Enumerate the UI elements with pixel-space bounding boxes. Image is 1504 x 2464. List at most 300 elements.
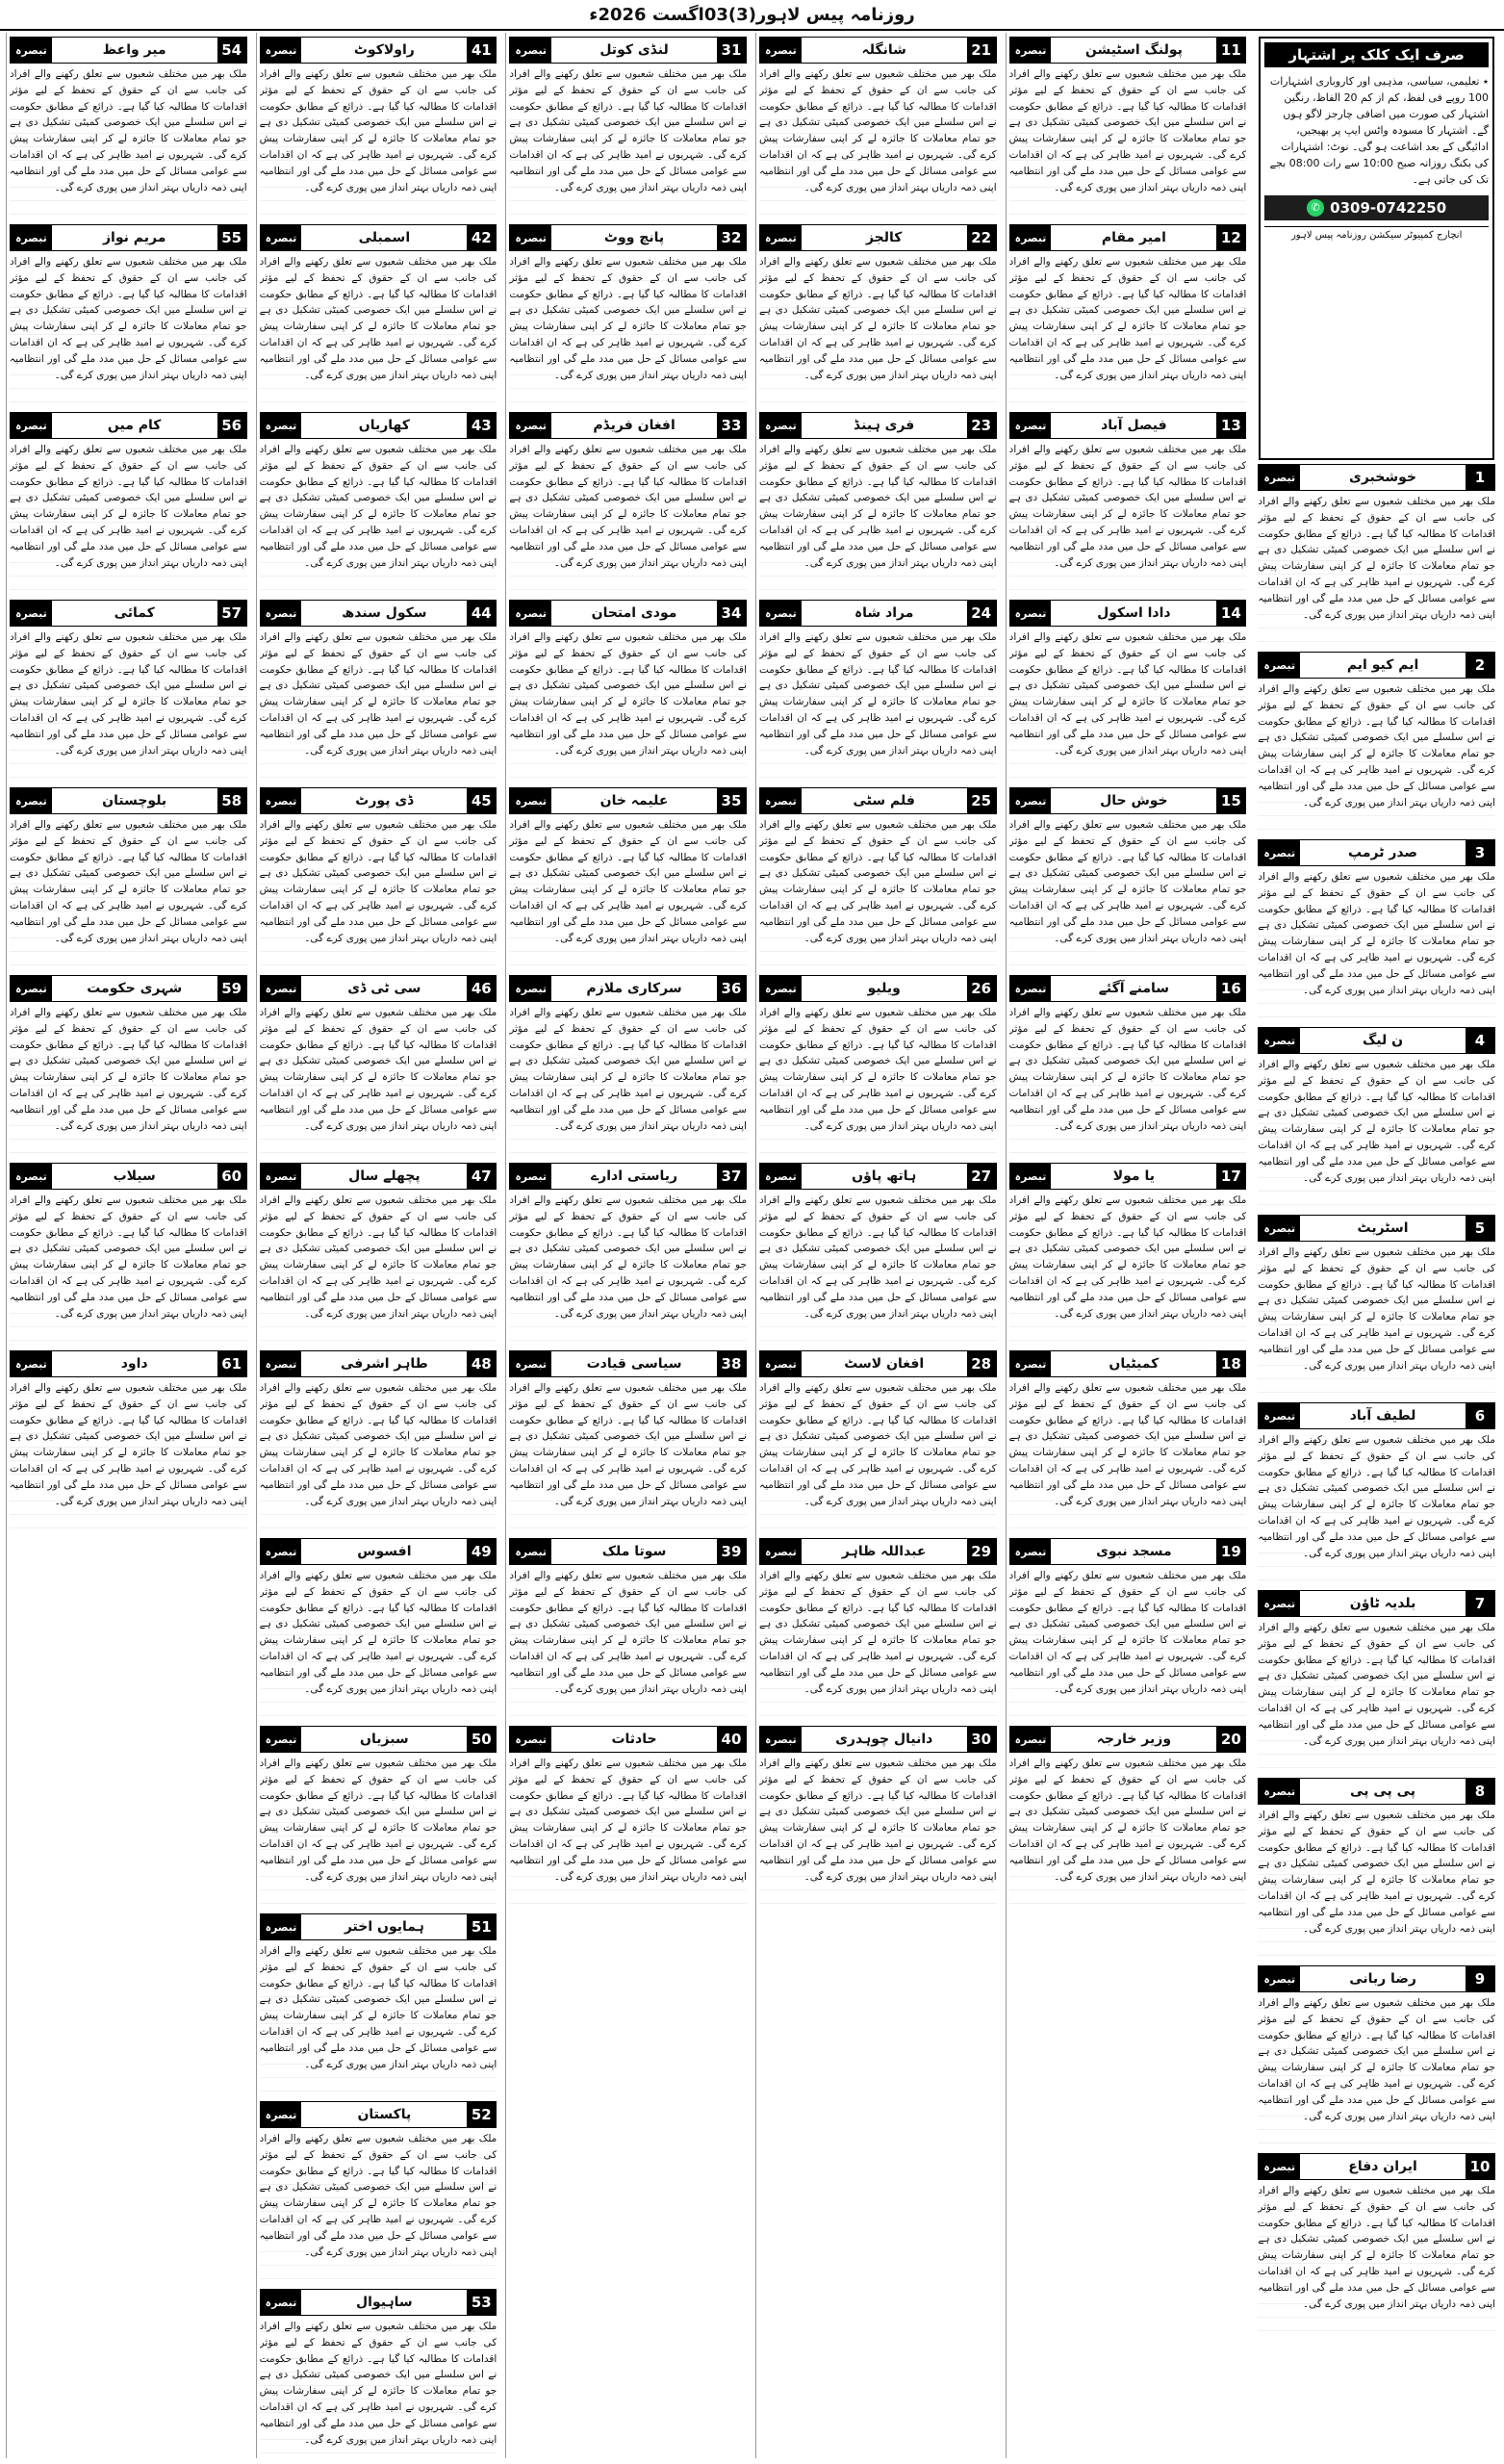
news-item-body: ملک بھر میں مختلف شعبوں سے تعلق رکھنے والے افراد کی جانب سے ان کے حقوق کے تحفظ کے لیے مؤثر اقدامات کا مطالبہ کیا گیا ہے۔ ذرائع کے مطابق حکومت نے اس سلسلے میں ایک خصوصی کمیٹی تشکیل دی ہے جو تمام معاملات کا جائزہ لے کر اپنی سفارشات پیش کرے گی۔ شہریوں نے امید ظاہر کی ہے کہ ان اقدامات سے عوامی مسائل کے حل میں مدد ملے گی اور انتظامیہ اپنی ذمہ داریاں بہتر انداز میں پوری کرے گی۔ bbox=[1258, 1620, 1495, 1772]
news-item bbox=[509, 412, 747, 594]
news-item-number: 53 bbox=[467, 2290, 496, 2315]
news-item-header bbox=[509, 224, 747, 251]
news-item-header bbox=[1009, 1350, 1247, 1377]
news-item-number: 57 bbox=[217, 601, 246, 626]
news-item-body: ملک بھر میں مختلف شعبوں سے تعلق رکھنے والے افراد کی جانب سے ان کے حقوق کے تحفظ کے لیے مؤثر اقدامات کا مطالبہ کیا گیا ہے۔ ذرائع کے مطابق حکومت نے اس سلسلے میں ایک خصوصی کمیٹی تشکیل دی ہے جو تمام معاملات کا جائزہ لے کر اپنی سفارشات پیش کرے گی۔ شہریوں نے امید ظاہر کی ہے کہ ان اقدامات سے عوامی مسائل کے حل میں مدد ملے گی اور انتظامیہ اپنی ذمہ داریاں بہتر انداز میں پوری کرے گی۔ bbox=[1258, 1995, 1495, 2147]
news-item-header bbox=[1258, 1215, 1495, 1242]
news-item-body: ملک بھر میں مختلف شعبوں سے تعلق رکھنے والے افراد کی جانب سے ان کے حقوق کے تحفظ کے لیے مؤثر اقدامات کا مطالبہ کیا گیا ہے۔ ذرائع کے مطابق حکومت نے اس سلسلے میں ایک خصوصی کمیٹی تشکیل دی ہے جو تمام معاملات کا جائزہ لے کر اپنی سفارشات پیش کرے گی۔ شہریوں نے امید ظاہر کی ہے کہ ان اقدامات سے عوامی مسائل کے حل میں مدد ملے گی اور انتظامیہ اپنی ذمہ داریاں بہتر انداز میں پوری کرے گی۔ bbox=[1258, 1432, 1495, 1584]
promo-box bbox=[1259, 37, 1494, 460]
news-item-tag: تبصرہ bbox=[11, 38, 52, 63]
news-item-body: ملک بھر میں مختلف شعبوں سے تعلق رکھنے والے افراد کی جانب سے ان کے حقوق کے تحفظ کے لیے مؤثر اقدامات کا مطالبہ کیا گیا ہے۔ ذرائع کے مطابق حکومت نے اس سلسلے میں ایک خصوصی کمیٹی تشکیل دی ہے جو تمام معاملات کا جائزہ لے کر اپنی سفارشات پیش کرے گی۔ شہریوں نے امید ظاہر کی ہے کہ ان اقدامات سے عوامی مسائل کے حل میں مدد ملے گی اور انتظامیہ اپنی ذمہ داریاں بہتر انداز میں پوری کرے گی۔ bbox=[759, 1756, 997, 1908]
news-item-number: 2 bbox=[1466, 653, 1494, 678]
news-item bbox=[260, 1538, 497, 1720]
promo-text: ٭ تعلیمی، سیاسی، مذہبی اور کاروباری اشتہارات 100 روپے فی لفظ، کم از کم 20 الفاظ، رنگین اشتہار کی صورت میں اضافی چارجز لاگو ہوں گے۔ اشتہار کا مسودہ واٹس ایپ پر بھیجیں، ادائیگی کے بعد اشاعت ہو گی۔ نوٹ: اشتہارات کی بکنگ روزانہ صبح 10:00 سے رات 08:00 بجے تک کی جاتی ہے۔ bbox=[1269, 75, 1489, 187]
news-item bbox=[10, 1350, 247, 1532]
column-2 bbox=[1006, 33, 1250, 2458]
news-item-header bbox=[10, 1350, 247, 1377]
news-item-number: 25 bbox=[967, 788, 996, 813]
news-item-number: 14 bbox=[1216, 601, 1245, 626]
news-item-number: 32 bbox=[717, 225, 746, 250]
news-item bbox=[1009, 600, 1247, 782]
news-item-title: صدر ٹرمپ bbox=[1348, 845, 1418, 860]
news-item-number: 5 bbox=[1466, 1216, 1494, 1241]
news-item bbox=[260, 2289, 497, 2458]
news-item-title: ساہیوال bbox=[356, 2295, 413, 2310]
news-item-number: 9 bbox=[1466, 1966, 1494, 1991]
news-item-header bbox=[509, 1726, 747, 1753]
news-item-title: ریاستی ادارے bbox=[590, 1168, 678, 1184]
promo-phone-row[interactable] bbox=[1264, 195, 1489, 220]
news-item-number: 31 bbox=[717, 38, 746, 63]
news-item-number: 6 bbox=[1466, 1403, 1494, 1428]
news-item-title: پاکستان bbox=[357, 2107, 412, 2122]
news-item-number: 23 bbox=[967, 413, 996, 438]
news-item-header bbox=[1258, 1590, 1495, 1617]
news-item-title: ایم کیو ایم bbox=[1346, 657, 1419, 673]
news-item-header bbox=[1009, 1538, 1247, 1565]
news-item bbox=[759, 412, 997, 594]
news-item-body: ملک بھر میں مختلف شعبوں سے تعلق رکھنے والے افراد کی جانب سے ان کے حقوق کے تحفظ کے لیے مؤثر اقدامات کا مطالبہ کیا گیا ہے۔ ذرائع کے مطابق حکومت نے اس سلسلے میں ایک خصوصی کمیٹی تشکیل دی ہے جو تمام معاملات کا جائزہ لے کر اپنی سفارشات پیش کرے گی۔ شہریوں نے امید ظاہر کی ہے کہ ان اقدامات سے عوامی مسائل کے حل میں مدد ملے گی اور انتظامیہ اپنی ذمہ داریاں بہتر انداز میں پوری کرے گی۔ bbox=[509, 442, 747, 594]
news-item-header bbox=[1009, 787, 1247, 814]
news-item-header bbox=[509, 787, 747, 814]
news-item-body: ملک بھر میں مختلف شعبوں سے تعلق رکھنے والے افراد کی جانب سے ان کے حقوق کے تحفظ کے لیے مؤثر اقدامات کا مطالبہ کیا گیا ہے۔ ذرائع کے مطابق حکومت نے اس سلسلے میں ایک خصوصی کمیٹی تشکیل دی ہے جو تمام معاملات کا جائزہ لے کر اپنی سفارشات پیش کرے گی۔ شہریوں نے امید ظاہر کی ہے کہ ان اقدامات سے عوامی مسائل کے حل میں مدد ملے گی اور انتظامیہ اپنی ذمہ داریاں بہتر انداز میں پوری کرے گی۔ bbox=[260, 1193, 497, 1345]
news-item-number: 46 bbox=[467, 976, 496, 1001]
news-item bbox=[1258, 1778, 1495, 1960]
news-item-number: 43 bbox=[467, 413, 496, 438]
news-item bbox=[1009, 412, 1247, 594]
news-item-title: ڈی پورٹ bbox=[355, 793, 414, 808]
column-3 bbox=[755, 33, 1000, 2458]
news-item-body: ملک بھر میں مختلف شعبوں سے تعلق رکھنے والے افراد کی جانب سے ان کے حقوق کے تحفظ کے لیے مؤثر اقدامات کا مطالبہ کیا گیا ہے۔ ذرائع کے مطابق حکومت نے اس سلسلے میں ایک خصوصی کمیٹی تشکیل دی ہے جو تمام معاملات کا جائزہ لے کر اپنی سفارشات پیش کرے گی۔ شہریوں نے امید ظاہر کی ہے کہ ان اقدامات سے عوامی مسائل کے حل میں مدد ملے گی اور انتظامیہ اپنی ذمہ داریاں بہتر انداز میں پوری کرے گی۔ bbox=[1258, 681, 1495, 834]
news-item-number: 36 bbox=[717, 976, 746, 1001]
news-item bbox=[509, 1350, 747, 1532]
news-item bbox=[1009, 1726, 1247, 1908]
news-item-title: مراد شاہ bbox=[854, 605, 914, 621]
news-item-title: مودی امتحان bbox=[591, 605, 677, 621]
news-item-title: حادثات bbox=[611, 1732, 657, 1747]
news-item-title: دانیال چوہدری bbox=[835, 1732, 933, 1747]
news-item-tag: تبصرہ bbox=[1259, 840, 1300, 865]
news-item-number: 12 bbox=[1216, 225, 1245, 250]
news-item-header bbox=[1258, 1778, 1495, 1805]
news-item-title: راولاکوٹ bbox=[353, 42, 415, 58]
news-item bbox=[10, 37, 247, 218]
news-item-number: 17 bbox=[1216, 1164, 1245, 1189]
news-item bbox=[260, 1913, 497, 2095]
news-item-title: سبزیاں bbox=[360, 1732, 409, 1747]
news-item-body: ملک بھر میں مختلف شعبوں سے تعلق رکھنے والے افراد کی جانب سے ان کے حقوق کے تحفظ کے لیے مؤثر اقدامات کا مطالبہ کیا گیا ہے۔ ذرائع کے مطابق حکومت نے اس سلسلے میں ایک خصوصی کمیٹی تشکیل دی ہے جو تمام معاملات کا جائزہ لے کر اپنی سفارشات پیش کرے گی۔ شہریوں نے امید ظاہر کی ہے کہ ان اقدامات سے عوامی مسائل کے حل میں مدد ملے گی اور انتظامیہ اپنی ذمہ داریاں بہتر انداز میں پوری کرے گی۔ bbox=[1258, 869, 1495, 1021]
news-item bbox=[759, 1726, 997, 1908]
news-item-tag: تبصرہ bbox=[510, 788, 551, 813]
news-item bbox=[260, 600, 497, 782]
news-item-body: ملک بھر میں مختلف شعبوں سے تعلق رکھنے والے افراد کی جانب سے ان کے حقوق کے تحفظ کے لیے مؤثر اقدامات کا مطالبہ کیا گیا ہے۔ ذرائع کے مطابق حکومت نے اس سلسلے میں ایک خصوصی کمیٹی تشکیل دی ہے جو تمام معاملات کا جائزہ لے کر اپنی سفارشات پیش کرے گی۔ شہریوں نے امید ظاہر کی ہے کہ ان اقدامات سے عوامی مسائل کے حل میں مدد ملے گی اور انتظامیہ اپنی ذمہ داریاں بہتر انداز میں پوری کرے گی۔ bbox=[260, 1756, 497, 1908]
news-item-title: لنڈی کوتل bbox=[599, 42, 669, 58]
news-item bbox=[509, 224, 747, 406]
news-item-tag: تبصرہ bbox=[510, 1164, 551, 1189]
news-item-header bbox=[260, 975, 497, 1002]
news-item-title: شانگلہ bbox=[861, 42, 906, 58]
news-item-header bbox=[1258, 652, 1495, 679]
news-item-header bbox=[759, 37, 997, 64]
news-item-header bbox=[759, 1163, 997, 1190]
news-item bbox=[1258, 464, 1495, 646]
news-item-body: ملک بھر میں مختلف شعبوں سے تعلق رکھنے والے افراد کی جانب سے ان کے حقوق کے تحفظ کے لیے مؤثر اقدامات کا مطالبہ کیا گیا ہے۔ ذرائع کے مطابق حکومت نے اس سلسلے میں ایک خصوصی کمیٹی تشکیل دی ہے جو تمام معاملات کا جائزہ لے کر اپنی سفارشات پیش کرے گی۔ شہریوں نے امید ظاہر کی ہے کہ ان اقدامات سے عوامی مسائل کے حل میں مدد ملے گی اور انتظامیہ اپنی ذمہ داریاں بہتر انداز میں پوری کرے گی۔ bbox=[1258, 1245, 1495, 1397]
news-item-tag: تبصرہ bbox=[261, 976, 302, 1001]
news-item bbox=[509, 975, 747, 1157]
news-item-body: ملک بھر میں مختلف شعبوں سے تعلق رکھنے والے افراد کی جانب سے ان کے حقوق کے تحفظ کے لیے مؤثر اقدامات کا مطالبہ کیا گیا ہے۔ ذرائع کے مطابق حکومت نے اس سلسلے میں ایک خصوصی کمیٹی تشکیل دی ہے جو تمام معاملات کا جائزہ لے کر اپنی سفارشات پیش کرے گی۔ شہریوں نے امید ظاہر کی ہے کہ ان اقدامات سے عوامی مسائل کے حل میں مدد ملے گی اور انتظامیہ اپنی ذمہ داریاں بہتر انداز میں پوری کرے گی۔ bbox=[10, 817, 247, 969]
news-item-number: 27 bbox=[967, 1164, 996, 1189]
news-item-header bbox=[1009, 1726, 1247, 1753]
news-item-body: ملک بھر میں مختلف شعبوں سے تعلق رکھنے والے افراد کی جانب سے ان کے حقوق کے تحفظ کے لیے مؤثر اقدامات کا مطالبہ کیا گیا ہے۔ ذرائع کے مطابق حکومت نے اس سلسلے میں ایک خصوصی کمیٹی تشکیل دی ہے جو تمام معاملات کا جائزہ لے کر اپنی سفارشات پیش کرے گی۔ شہریوں نے امید ظاہر کی ہے کہ ان اقدامات سے عوامی مسائل کے حل میں مدد ملے گی اور انتظامیہ اپنی ذمہ داریاں بہتر انداز میں پوری کرے گی۔ bbox=[260, 442, 497, 594]
news-item bbox=[1258, 1215, 1495, 1397]
news-item-header bbox=[1009, 1163, 1247, 1190]
news-item-title: داود bbox=[120, 1356, 148, 1372]
news-item-header bbox=[260, 787, 497, 814]
news-item-tag: تبصرہ bbox=[261, 1727, 302, 1752]
news-item-title: پولنگ اسٹیشن bbox=[1084, 42, 1183, 58]
news-item-body: ملک بھر میں مختلف شعبوں سے تعلق رکھنے والے افراد کی جانب سے ان کے حقوق کے تحفظ کے لیے مؤثر اقدامات کا مطالبہ کیا گیا ہے۔ ذرائع کے مطابق حکومت نے اس سلسلے میں ایک خصوصی کمیٹی تشکیل دی ہے جو تمام معاملات کا جائزہ لے کر اپنی سفارشات پیش کرے گی۔ شہریوں نے امید ظاہر کی ہے کہ ان اقدامات سے عوامی مسائل کے حل میں مدد ملے گی اور انتظامیہ اپنی ذمہ داریاں بہتر انداز میں پوری کرے گی۔ bbox=[1009, 1756, 1247, 1908]
news-item-body: ملک بھر میں مختلف شعبوں سے تعلق رکھنے والے افراد کی جانب سے ان کے حقوق کے تحفظ کے لیے مؤثر اقدامات کا مطالبہ کیا گیا ہے۔ ذرائع کے مطابق حکومت نے اس سلسلے میں ایک خصوصی کمیٹی تشکیل دی ہے جو تمام معاملات کا جائزہ لے کر اپنی سفارشات پیش کرے گی۔ شہریوں نے امید ظاہر کی ہے کہ ان اقدامات سے عوامی مسائل کے حل میں مدد ملے گی اور انتظامیہ اپنی ذمہ داریاں بہتر انداز میں پوری کرے گی۔ bbox=[509, 1005, 747, 1157]
news-item-header bbox=[260, 1350, 497, 1377]
news-item-tag: تبصرہ bbox=[1259, 1028, 1300, 1053]
news-item-title: امیر مقام bbox=[1101, 230, 1166, 245]
news-item-number: 39 bbox=[717, 1539, 746, 1564]
news-item-number: 47 bbox=[467, 1164, 496, 1189]
news-item-tag: تبصرہ bbox=[1010, 976, 1052, 1001]
news-item-header bbox=[260, 412, 497, 439]
news-item-title: ہمایوں اختر bbox=[344, 1919, 424, 1935]
news-item-header bbox=[509, 1350, 747, 1377]
news-item-title: پچھلے سال bbox=[348, 1168, 421, 1184]
news-item-body: ملک بھر میں مختلف شعبوں سے تعلق رکھنے والے افراد کی جانب سے ان کے حقوق کے تحفظ کے لیے مؤثر اقدامات کا مطالبہ کیا گیا ہے۔ ذرائع کے مطابق حکومت نے اس سلسلے میں ایک خصوصی کمیٹی تشکیل دی ہے جو تمام معاملات کا جائزہ لے کر اپنی سفارشات پیش کرے گی۔ شہریوں نے امید ظاہر کی ہے کہ ان اقدامات سے عوامی مسائل کے حل میں مدد ملے گی اور انتظامیہ اپنی ذمہ داریاں بہتر انداز میں پوری کرے گی۔ bbox=[1258, 2183, 1495, 2335]
news-item-body: ملک بھر میں مختلف شعبوں سے تعلق رکھنے والے افراد کی جانب سے ان کے حقوق کے تحفظ کے لیے مؤثر اقدامات کا مطالبہ کیا گیا ہے۔ ذرائع کے مطابق حکومت نے اس سلسلے میں ایک خصوصی کمیٹی تشکیل دی ہے جو تمام معاملات کا جائزہ لے کر اپنی سفارشات پیش کرے گی۔ شہریوں نے امید ظاہر کی ہے کہ ان اقدامات سے عوامی مسائل کے حل میں مدد ملے گی اور انتظامیہ اپنی ذمہ داریاں بہتر انداز میں پوری کرے گی۔ bbox=[260, 66, 497, 218]
news-item bbox=[10, 787, 247, 969]
news-item-title: سامنے آگئے bbox=[1098, 981, 1170, 996]
news-item bbox=[1009, 1538, 1247, 1720]
news-item-header bbox=[1258, 839, 1495, 866]
newspaper-masthead bbox=[0, 0, 1504, 31]
news-item-header bbox=[260, 1726, 497, 1753]
news-item-header bbox=[759, 975, 997, 1002]
news-item-header bbox=[260, 2101, 497, 2128]
news-item-number: 4 bbox=[1466, 1028, 1494, 1053]
news-item bbox=[10, 412, 247, 594]
news-item-body: ملک بھر میں مختلف شعبوں سے تعلق رکھنے والے افراد کی جانب سے ان کے حقوق کے تحفظ کے لیے مؤثر اقدامات کا مطالبہ کیا گیا ہے۔ ذرائع کے مطابق حکومت نے اس سلسلے میں ایک خصوصی کمیٹی تشکیل دی ہے جو تمام معاملات کا جائزہ لے کر اپنی سفارشات پیش کرے گی۔ شہریوں نے امید ظاہر کی ہے کہ ان اقدامات سے عوامی مسائل کے حل میں مدد ملے گی اور انتظامیہ اپنی ذمہ داریاں بہتر انداز میں پوری کرے گی۔ bbox=[509, 1193, 747, 1345]
news-item-tag: تبصرہ bbox=[11, 1164, 52, 1189]
news-item-title: افغان فریڈم bbox=[593, 418, 676, 433]
news-item-body: ملک بھر میں مختلف شعبوں سے تعلق رکھنے والے افراد کی جانب سے ان کے حقوق کے تحفظ کے لیے مؤثر اقدامات کا مطالبہ کیا گیا ہے۔ ذرائع کے مطابق حکومت نے اس سلسلے میں ایک خصوصی کمیٹی تشکیل دی ہے جو تمام معاملات کا جائزہ لے کر اپنی سفارشات پیش کرے گی۔ شہریوں نے امید ظاہر کی ہے کہ ان اقدامات سے عوامی مسائل کے حل میں مدد ملے گی اور انتظامیہ اپنی ذمہ داریاں بہتر انداز میں پوری کرے گی۔ bbox=[1009, 1568, 1247, 1720]
news-item-body: ملک بھر میں مختلف شعبوں سے تعلق رکھنے والے افراد کی جانب سے ان کے حقوق کے تحفظ کے لیے مؤثر اقدامات کا مطالبہ کیا گیا ہے۔ ذرائع کے مطابق حکومت نے اس سلسلے میں ایک خصوصی کمیٹی تشکیل دی ہے جو تمام معاملات کا جائزہ لے کر اپنی سفارشات پیش کرے گی۔ شہریوں نے امید ظاہر کی ہے کہ ان اقدامات سے عوامی مسائل کے حل میں مدد ملے گی اور انتظامیہ اپنی ذمہ داریاں بہتر انداز میں پوری کرے گی۔ bbox=[10, 1380, 247, 1532]
news-item-header bbox=[1258, 1965, 1495, 1992]
news-item-title: مسجد نبوی bbox=[1096, 1544, 1172, 1559]
news-item-number: 33 bbox=[717, 413, 746, 438]
news-item bbox=[759, 600, 997, 782]
news-item-title: ہاتھ پاؤں bbox=[852, 1168, 917, 1184]
news-item-body: ملک بھر میں مختلف شعبوں سے تعلق رکھنے والے افراد کی جانب سے ان کے حقوق کے تحفظ کے لیے مؤثر اقدامات کا مطالبہ کیا گیا ہے۔ ذرائع کے مطابق حکومت نے اس سلسلے میں ایک خصوصی کمیٹی تشکیل دی ہے جو تمام معاملات کا جائزہ لے کر اپنی سفارشات پیش کرے گی۔ شہریوں نے امید ظاہر کی ہے کہ ان اقدامات سے عوامی مسائل کے حل میں مدد ملے گی اور انتظامیہ اپنی ذمہ داریاں بہتر انداز میں پوری کرے گی۔ bbox=[759, 254, 997, 406]
news-item-title: شہری حکومت bbox=[87, 981, 183, 996]
promo-phone: 0309-0742250 bbox=[1330, 199, 1447, 218]
news-item-header bbox=[759, 412, 997, 439]
news-item-body: ملک بھر میں مختلف شعبوں سے تعلق رکھنے والے افراد کی جانب سے ان کے حقوق کے تحفظ کے لیے مؤثر اقدامات کا مطالبہ کیا گیا ہے۔ ذرائع کے مطابق حکومت نے اس سلسلے میں ایک خصوصی کمیٹی تشکیل دی ہے جو تمام معاملات کا جائزہ لے کر اپنی سفارشات پیش کرے گی۔ شہریوں نے امید ظاہر کی ہے کہ ان اقدامات سے عوامی مسائل کے حل میں مدد ملے گی اور انتظامیہ اپنی ذمہ داریاں بہتر انداز میں پوری کرے گی۔ bbox=[759, 442, 997, 594]
column-1 bbox=[1255, 33, 1498, 2458]
news-item-body: ملک بھر میں مختلف شعبوں سے تعلق رکھنے والے افراد کی جانب سے ان کے حقوق کے تحفظ کے لیے مؤثر اقدامات کا مطالبہ کیا گیا ہے۔ ذرائع کے مطابق حکومت نے اس سلسلے میں ایک خصوصی کمیٹی تشکیل دی ہے جو تمام معاملات کا جائزہ لے کر اپنی سفارشات پیش کرے گی۔ شہریوں نے امید ظاہر کی ہے کہ ان اقدامات سے عوامی مسائل کے حل میں مدد ملے گی اور انتظامیہ اپنی ذمہ داریاں بہتر انداز میں پوری کرے گی۔ bbox=[1009, 442, 1247, 594]
news-item-number: 56 bbox=[217, 413, 246, 438]
news-item-body: ملک بھر میں مختلف شعبوں سے تعلق رکھنے والے افراد کی جانب سے ان کے حقوق کے تحفظ کے لیے مؤثر اقدامات کا مطالبہ کیا گیا ہے۔ ذرائع کے مطابق حکومت نے اس سلسلے میں ایک خصوصی کمیٹی تشکیل دی ہے جو تمام معاملات کا جائزہ لے کر اپنی سفارشات پیش کرے گی۔ شہریوں نے امید ظاہر کی ہے کہ ان اقدامات سے عوامی مسائل کے حل میں مدد ملے گی اور انتظامیہ اپنی ذمہ داریاں بہتر انداز میں پوری کرے گی۔ bbox=[1258, 494, 1495, 646]
news-item bbox=[1258, 652, 1495, 834]
news-item-title: سرکاری ملازم bbox=[586, 981, 682, 996]
news-item-number: 51 bbox=[467, 1914, 496, 1939]
news-item-header bbox=[10, 787, 247, 814]
news-item-body: ملک بھر میں مختلف شعبوں سے تعلق رکھنے والے افراد کی جانب سے ان کے حقوق کے تحفظ کے لیے مؤثر اقدامات کا مطالبہ کیا گیا ہے۔ ذرائع کے مطابق حکومت نے اس سلسلے میں ایک خصوصی کمیٹی تشکیل دی ہے جو تمام معاملات کا جائزہ لے کر اپنی سفارشات پیش کرے گی۔ شہریوں نے امید ظاہر کی ہے کہ ان اقدامات سے عوامی مسائل کے حل میں مدد ملے گی اور انتظامیہ اپنی ذمہ داریاں بہتر انداز میں پوری کرے گی۔ bbox=[10, 254, 247, 406]
news-item-header bbox=[759, 224, 997, 251]
news-item-number: 18 bbox=[1216, 1351, 1245, 1376]
news-item-title: سی ٹی ڈی bbox=[347, 981, 421, 996]
news-item bbox=[509, 1163, 747, 1345]
news-item-title: رضا ربانی bbox=[1349, 1971, 1416, 1987]
news-item-tag: تبصرہ bbox=[1259, 1591, 1300, 1616]
news-item-header bbox=[10, 37, 247, 64]
news-item-tag: تبصرہ bbox=[261, 2102, 302, 2127]
news-item-title: لطیف آباد bbox=[1349, 1408, 1416, 1424]
news-item-number: 26 bbox=[967, 976, 996, 1001]
news-item bbox=[759, 1350, 997, 1532]
news-item-tag: تبصرہ bbox=[1259, 1779, 1300, 1804]
news-item-header bbox=[1009, 600, 1247, 627]
news-item-body: ملک بھر میں مختلف شعبوں سے تعلق رکھنے والے افراد کی جانب سے ان کے حقوق کے تحفظ کے لیے مؤثر اقدامات کا مطالبہ کیا گیا ہے۔ ذرائع کے مطابق حکومت نے اس سلسلے میں ایک خصوصی کمیٹی تشکیل دی ہے جو تمام معاملات کا جائزہ لے کر اپنی سفارشات پیش کرے گی۔ شہریوں نے امید ظاہر کی ہے کہ ان اقدامات سے عوامی مسائل کے حل میں مدد ملے گی اور انتظامیہ اپنی ذمہ داریاں بہتر انداز میں پوری کرے گی۔ bbox=[260, 2131, 497, 2283]
news-item-title: سیلاب bbox=[113, 1168, 156, 1184]
news-item-tag: تبصرہ bbox=[1010, 413, 1052, 438]
news-item bbox=[260, 412, 497, 594]
news-item-header bbox=[1009, 37, 1247, 64]
news-item-body: ملک بھر میں مختلف شعبوں سے تعلق رکھنے والے افراد کی جانب سے ان کے حقوق کے تحفظ کے لیے مؤثر اقدامات کا مطالبہ کیا گیا ہے۔ ذرائع کے مطابق حکومت نے اس سلسلے میں ایک خصوصی کمیٹی تشکیل دی ہے جو تمام معاملات کا جائزہ لے کر اپنی سفارشات پیش کرے گی۔ شہریوں نے امید ظاہر کی ہے کہ ان اقدامات سے عوامی مسائل کے حل میں مدد ملے گی اور انتظامیہ اپنی ذمہ داریاں بہتر انداز میں پوری کرے گی۔ bbox=[260, 817, 497, 969]
news-item-title: کمیٹیاں bbox=[1109, 1356, 1160, 1372]
news-item-header bbox=[509, 37, 747, 64]
news-item-number: 7 bbox=[1466, 1591, 1494, 1616]
news-item-title: سیاسی قیادت bbox=[586, 1356, 682, 1372]
news-item bbox=[260, 1726, 497, 1908]
news-item-body: ملک بھر میں مختلف شعبوں سے تعلق رکھنے والے افراد کی جانب سے ان کے حقوق کے تحفظ کے لیے مؤثر اقدامات کا مطالبہ کیا گیا ہے۔ ذرائع کے مطابق حکومت نے اس سلسلے میں ایک خصوصی کمیٹی تشکیل دی ہے جو تمام معاملات کا جائزہ لے کر اپنی سفارشات پیش کرے گی۔ شہریوں نے امید ظاہر کی ہے کہ ان اقدامات سے عوامی مسائل کے حل میں مدد ملے گی اور انتظامیہ اپنی ذمہ داریاں بہتر انداز میں پوری کرے گی۔ bbox=[509, 629, 747, 782]
news-item bbox=[260, 224, 497, 406]
news-item-tag: تبصرہ bbox=[760, 1351, 802, 1376]
news-item bbox=[509, 37, 747, 218]
news-item-tag: تبصرہ bbox=[1010, 225, 1052, 250]
news-item-header bbox=[759, 1350, 997, 1377]
news-item-tag: تبصرہ bbox=[261, 2290, 302, 2315]
news-item-tag: تبصرہ bbox=[11, 788, 52, 813]
news-item bbox=[1258, 1402, 1495, 1584]
column-4 bbox=[505, 33, 750, 2458]
news-item-tag: تبصرہ bbox=[1259, 465, 1300, 490]
news-item-header bbox=[10, 224, 247, 251]
whatsapp-icon: ✆ bbox=[1307, 199, 1324, 217]
news-item-title: اسٹریٹ bbox=[1357, 1220, 1409, 1236]
news-item-body: ملک بھر میں مختلف شعبوں سے تعلق رکھنے والے افراد کی جانب سے ان کے حقوق کے تحفظ کے لیے مؤثر اقدامات کا مطالبہ کیا گیا ہے۔ ذرائع کے مطابق حکومت نے اس سلسلے میں ایک خصوصی کمیٹی تشکیل دی ہے جو تمام معاملات کا جائزہ لے کر اپنی سفارشات پیش کرے گی۔ شہریوں نے امید ظاہر کی ہے کہ ان اقدامات سے عوامی مسائل کے حل میں مدد ملے گی اور انتظامیہ اپنی ذمہ داریاں بہتر انداز میں پوری کرے گی۔ bbox=[1009, 254, 1247, 406]
news-item-tag: تبصرہ bbox=[1010, 788, 1052, 813]
news-item-body: ملک بھر میں مختلف شعبوں سے تعلق رکھنے والے افراد کی جانب سے ان کے حقوق کے تحفظ کے لیے مؤثر اقدامات کا مطالبہ کیا گیا ہے۔ ذرائع کے مطابق حکومت نے اس سلسلے میں ایک خصوصی کمیٹی تشکیل دی ہے جو تمام معاملات کا جائزہ لے کر اپنی سفارشات پیش کرے گی۔ شہریوں نے امید ظاہر کی ہے کہ ان اقدامات سے عوامی مسائل کے حل میں مدد ملے گی اور انتظامیہ اپنی ذمہ داریاں بہتر انداز میں پوری کرے گی۔ bbox=[509, 1568, 747, 1720]
news-item-tag: تبصرہ bbox=[510, 976, 551, 1001]
news-item-body: ملک بھر میں مختلف شعبوں سے تعلق رکھنے والے افراد کی جانب سے ان کے حقوق کے تحفظ کے لیے مؤثر اقدامات کا مطالبہ کیا گیا ہے۔ ذرائع کے مطابق حکومت نے اس سلسلے میں ایک خصوصی کمیٹی تشکیل دی ہے جو تمام معاملات کا جائزہ لے کر اپنی سفارشات پیش کرے گی۔ شہریوں نے امید ظاہر کی ہے کہ ان اقدامات سے عوامی مسائل کے حل میں مدد ملے گی اور انتظامیہ اپنی ذمہ داریاں بہتر انداز میں پوری کرے گی۔ bbox=[1009, 1193, 1247, 1345]
news-item-title: عبداللہ ظاہر bbox=[841, 1544, 927, 1559]
news-item-number: 15 bbox=[1216, 788, 1245, 813]
news-item-header bbox=[759, 1538, 997, 1565]
news-item-tag: تبصرہ bbox=[510, 1727, 551, 1752]
news-item-tag: تبصرہ bbox=[510, 1351, 551, 1376]
news-item-tag: تبصرہ bbox=[510, 38, 551, 63]
news-item-header bbox=[509, 600, 747, 627]
news-item-number: 42 bbox=[467, 225, 496, 250]
news-item-header bbox=[260, 37, 497, 64]
news-item-header bbox=[260, 1538, 497, 1565]
news-item-body: ملک بھر میں مختلف شعبوں سے تعلق رکھنے والے افراد کی جانب سے ان کے حقوق کے تحفظ کے لیے مؤثر اقدامات کا مطالبہ کیا گیا ہے۔ ذرائع کے مطابق حکومت نے اس سلسلے میں ایک خصوصی کمیٹی تشکیل دی ہے جو تمام معاملات کا جائزہ لے کر اپنی سفارشات پیش کرے گی۔ شہریوں نے امید ظاہر کی ہے کہ ان اقدامات سے عوامی مسائل کے حل میں مدد ملے گی اور انتظامیہ اپنی ذمہ داریاں بہتر انداز میں پوری کرے گی۔ bbox=[759, 1568, 997, 1720]
news-item-title: سکول سندھ bbox=[342, 605, 427, 621]
news-item-body: ملک بھر میں مختلف شعبوں سے تعلق رکھنے والے افراد کی جانب سے ان کے حقوق کے تحفظ کے لیے مؤثر اقدامات کا مطالبہ کیا گیا ہے۔ ذرائع کے مطابق حکومت نے اس سلسلے میں ایک خصوصی کمیٹی تشکیل دی ہے جو تمام معاملات کا جائزہ لے کر اپنی سفارشات پیش کرے گی۔ شہریوں نے امید ظاہر کی ہے کہ ان اقدامات سے عوامی مسائل کے حل میں مدد ملے گی اور انتظامیہ اپنی ذمہ داریاں بہتر انداز میں پوری کرے گی۔ bbox=[509, 1756, 747, 1908]
news-item-title: علیمہ خان bbox=[599, 793, 669, 808]
news-item-number: 34 bbox=[717, 601, 746, 626]
news-item bbox=[1258, 1027, 1495, 1209]
news-item-number: 55 bbox=[217, 225, 246, 250]
news-item-tag: تبصرہ bbox=[760, 413, 802, 438]
news-item-number: 60 bbox=[217, 1164, 246, 1189]
news-item-body: ملک بھر میں مختلف شعبوں سے تعلق رکھنے والے افراد کی جانب سے ان کے حقوق کے تحفظ کے لیے مؤثر اقدامات کا مطالبہ کیا گیا ہے۔ ذرائع کے مطابق حکومت نے اس سلسلے میں ایک خصوصی کمیٹی تشکیل دی ہے جو تمام معاملات کا جائزہ لے کر اپنی سفارشات پیش کرے گی۔ شہریوں نے امید ظاہر کی ہے کہ ان اقدامات سے عوامی مسائل کے حل میں مدد ملے گی اور انتظامیہ اپنی ذمہ داریاں بہتر انداز میں پوری کرے گی۔ bbox=[1009, 629, 1247, 782]
news-item-title: فلم سٹی bbox=[853, 793, 915, 808]
news-item-number: 1 bbox=[1466, 465, 1494, 490]
news-item bbox=[260, 1350, 497, 1532]
news-item-tag: تبصرہ bbox=[11, 1351, 52, 1376]
news-item-body: ملک بھر میں مختلف شعبوں سے تعلق رکھنے والے افراد کی جانب سے ان کے حقوق کے تحفظ کے لیے مؤثر اقدامات کا مطالبہ کیا گیا ہے۔ ذرائع کے مطابق حکومت نے اس سلسلے میں ایک خصوصی کمیٹی تشکیل دی ہے جو تمام معاملات کا جائزہ لے کر اپنی سفارشات پیش کرے گی۔ شہریوں نے امید ظاہر کی ہے کہ ان اقدامات سے عوامی مسائل کے حل میں مدد ملے گی اور انتظامیہ اپنی ذمہ داریاں بہتر انداز میں پوری کرے گی۔ bbox=[260, 254, 497, 406]
news-item-number: 37 bbox=[717, 1164, 746, 1189]
news-item-title: اسمبلی bbox=[358, 230, 411, 245]
news-item-tag: تبصرہ bbox=[261, 38, 302, 63]
news-item-tag: تبصرہ bbox=[261, 1539, 302, 1564]
news-item-number: 29 bbox=[967, 1539, 996, 1564]
news-item-tag: تبصرہ bbox=[760, 976, 802, 1001]
news-item-body: ملک بھر میں مختلف شعبوں سے تعلق رکھنے والے افراد کی جانب سے ان کے حقوق کے تحفظ کے لیے مؤثر اقدامات کا مطالبہ کیا گیا ہے۔ ذرائع کے مطابق حکومت نے اس سلسلے میں ایک خصوصی کمیٹی تشکیل دی ہے جو تمام معاملات کا جائزہ لے کر اپنی سفارشات پیش کرے گی۔ شہریوں نے امید ظاہر کی ہے کہ ان اقدامات سے عوامی مسائل کے حل میں مدد ملے گی اور انتظامیہ اپنی ذمہ داریاں بہتر انداز میں پوری کرے گی۔ bbox=[260, 2319, 497, 2458]
news-item-tag: تبصرہ bbox=[261, 601, 302, 626]
news-item bbox=[759, 37, 997, 218]
news-item-tag: تبصرہ bbox=[1010, 38, 1052, 63]
news-item-title: دادا اسکول bbox=[1097, 605, 1171, 621]
news-item-number: 19 bbox=[1216, 1539, 1245, 1564]
news-item-body: ملک بھر میں مختلف شعبوں سے تعلق رکھنے والے افراد کی جانب سے ان کے حقوق کے تحفظ کے لیے مؤثر اقدامات کا مطالبہ کیا گیا ہے۔ ذرائع کے مطابق حکومت نے اس سلسلے میں ایک خصوصی کمیٹی تشکیل دی ہے جو تمام معاملات کا جائزہ لے کر اپنی سفارشات پیش کرے گی۔ شہریوں نے امید ظاہر کی ہے کہ ان اقدامات سے عوامی مسائل کے حل میں مدد ملے گی اور انتظامیہ اپنی ذمہ داریاں بہتر انداز میں پوری کرے گی۔ bbox=[759, 1005, 997, 1157]
news-item-body: ملک بھر میں مختلف شعبوں سے تعلق رکھنے والے افراد کی جانب سے ان کے حقوق کے تحفظ کے لیے مؤثر اقدامات کا مطالبہ کیا گیا ہے۔ ذرائع کے مطابق حکومت نے اس سلسلے میں ایک خصوصی کمیٹی تشکیل دی ہے جو تمام معاملات کا جائزہ لے کر اپنی سفارشات پیش کرے گی۔ شہریوں نے امید ظاہر کی ہے کہ ان اقدامات سے عوامی مسائل کے حل میں مدد ملے گی اور انتظامیہ اپنی ذمہ داریاں بہتر انداز میں پوری کرے گی۔ bbox=[1258, 1057, 1495, 1209]
news-item-title: میر واعظ bbox=[102, 42, 166, 58]
news-item-number: 10 bbox=[1466, 2154, 1494, 2179]
news-item-tag: تبصرہ bbox=[1259, 1403, 1300, 1428]
news-item-header bbox=[509, 1538, 747, 1565]
news-item-tag: تبصرہ bbox=[1259, 653, 1300, 678]
news-item-tag: تبصرہ bbox=[11, 976, 52, 1001]
column-6 bbox=[6, 33, 250, 2458]
news-item-title: طاہر اشرفی bbox=[340, 1356, 428, 1372]
news-item-tag: تبصرہ bbox=[760, 1164, 802, 1189]
news-item bbox=[10, 224, 247, 406]
news-item-title: ن لیگ bbox=[1362, 1033, 1404, 1048]
news-item-header bbox=[1258, 1027, 1495, 1054]
news-item-header bbox=[759, 600, 997, 627]
newspaper-columns bbox=[6, 33, 1498, 2458]
news-item-tag: تبصرہ bbox=[11, 601, 52, 626]
news-item bbox=[1258, 1590, 1495, 1772]
news-item-header bbox=[1009, 975, 1247, 1002]
news-item-tag: تبصرہ bbox=[760, 1727, 802, 1752]
news-item-title: بلوچستان bbox=[102, 793, 167, 808]
news-item-title: سوتا ملک bbox=[601, 1544, 667, 1559]
news-item-number: 52 bbox=[467, 2102, 496, 2127]
news-item-header bbox=[10, 600, 247, 627]
news-item-header bbox=[260, 224, 497, 251]
news-item-number: 16 bbox=[1216, 976, 1245, 1001]
news-item-header bbox=[10, 412, 247, 439]
news-item-title: کالجز bbox=[865, 230, 903, 245]
news-item-tag: تبصرہ bbox=[1010, 1727, 1052, 1752]
news-item-header bbox=[759, 1726, 997, 1753]
news-item-header bbox=[1258, 1402, 1495, 1429]
news-item-title: خوشخبری bbox=[1349, 470, 1417, 485]
news-item-tag: تبصرہ bbox=[1259, 2154, 1300, 2179]
news-item-title: پی پی پی bbox=[1350, 1784, 1416, 1799]
news-item-title: مریم نواز bbox=[102, 230, 166, 245]
news-item-title: پانچ ووٹ bbox=[603, 230, 665, 245]
news-item-tag: تبصرہ bbox=[261, 413, 302, 438]
news-item-title: ایران دفاع bbox=[1348, 2159, 1417, 2174]
news-item-body: ملک بھر میں مختلف شعبوں سے تعلق رکھنے والے افراد کی جانب سے ان کے حقوق کے تحفظ کے لیے مؤثر اقدامات کا مطالبہ کیا گیا ہے۔ ذرائع کے مطابق حکومت نے اس سلسلے میں ایک خصوصی کمیٹی تشکیل دی ہے جو تمام معاملات کا جائزہ لے کر اپنی سفارشات پیش کرے گی۔ شہریوں نے امید ظاہر کی ہے کہ ان اقدامات سے عوامی مسائل کے حل میں مدد ملے گی اور انتظامیہ اپنی ذمہ داریاں بہتر انداز میں پوری کرے گی۔ bbox=[1009, 66, 1247, 218]
news-item-title: فیصل آباد bbox=[1101, 418, 1167, 433]
news-item-number: 48 bbox=[467, 1351, 496, 1376]
news-item-body: ملک بھر میں مختلف شعبوں سے تعلق رکھنے والے افراد کی جانب سے ان کے حقوق کے تحفظ کے لیے مؤثر اقدامات کا مطالبہ کیا گیا ہے۔ ذرائع کے مطابق حکومت نے اس سلسلے میں ایک خصوصی کمیٹی تشکیل دی ہے جو تمام معاملات کا جائزہ لے کر اپنی سفارشات پیش کرے گی۔ شہریوں نے امید ظاہر کی ہے کہ ان اقدامات سے عوامی مسائل کے حل میں مدد ملے گی اور انتظامیہ اپنی ذمہ داریاں بہتر انداز میں پوری کرے گی۔ bbox=[10, 442, 247, 594]
news-item-title: خوش حال bbox=[1100, 793, 1168, 808]
news-item bbox=[260, 1163, 497, 1345]
news-item-header bbox=[1258, 464, 1495, 491]
news-item-tag: تبصرہ bbox=[261, 1351, 302, 1376]
news-item-tag: تبصرہ bbox=[1259, 1966, 1300, 1991]
news-item-body: ملک بھر میں مختلف شعبوں سے تعلق رکھنے والے افراد کی جانب سے ان کے حقوق کے تحفظ کے لیے مؤثر اقدامات کا مطالبہ کیا گیا ہے۔ ذرائع کے مطابق حکومت نے اس سلسلے میں ایک خصوصی کمیٹی تشکیل دی ہے جو تمام معاملات کا جائزہ لے کر اپنی سفارشات پیش کرے گی۔ شہریوں نے امید ظاہر کی ہے کہ ان اقدامات سے عوامی مسائل کے حل میں مدد ملے گی اور انتظامیہ اپنی ذمہ داریاں بہتر انداز میں پوری کرے گی۔ bbox=[759, 1380, 997, 1532]
news-item-number: 30 bbox=[967, 1727, 996, 1752]
news-item-header bbox=[260, 1163, 497, 1190]
news-item bbox=[509, 1726, 747, 1908]
news-item-body: ملک بھر میں مختلف شعبوں سے تعلق رکھنے والے افراد کی جانب سے ان کے حقوق کے تحفظ کے لیے مؤثر اقدامات کا مطالبہ کیا گیا ہے۔ ذرائع کے مطابق حکومت نے اس سلسلے میں ایک خصوصی کمیٹی تشکیل دی ہے جو تمام معاملات کا جائزہ لے کر اپنی سفارشات پیش کرے گی۔ شہریوں نے امید ظاہر کی ہے کہ ان اقدامات سے عوامی مسائل کے حل میں مدد ملے گی اور انتظامیہ اپنی ذمہ داریاں بہتر انداز میں پوری کرے گی۔ bbox=[759, 629, 997, 782]
news-item-header bbox=[509, 1163, 747, 1190]
news-item-tag: تبصرہ bbox=[510, 601, 551, 626]
news-item-body: ملک بھر میں مختلف شعبوں سے تعلق رکھنے والے افراد کی جانب سے ان کے حقوق کے تحفظ کے لیے مؤثر اقدامات کا مطالبہ کیا گیا ہے۔ ذرائع کے مطابق حکومت نے اس سلسلے میں ایک خصوصی کمیٹی تشکیل دی ہے جو تمام معاملات کا جائزہ لے کر اپنی سفارشات پیش کرے گی۔ شہریوں نے امید ظاہر کی ہے کہ ان اقدامات سے عوامی مسائل کے حل میں مدد ملے گی اور انتظامیہ اپنی ذمہ داریاں بہتر انداز میں پوری کرے گی۔ bbox=[509, 1380, 747, 1532]
news-item-title: کمائی bbox=[114, 605, 155, 621]
news-item bbox=[1009, 37, 1247, 218]
news-item-number: 44 bbox=[467, 601, 496, 626]
news-item-body: ملک بھر میں مختلف شعبوں سے تعلق رکھنے والے افراد کی جانب سے ان کے حقوق کے تحفظ کے لیے مؤثر اقدامات کا مطالبہ کیا گیا ہے۔ ذرائع کے مطابق حکومت نے اس سلسلے میں ایک خصوصی کمیٹی تشکیل دی ہے جو تمام معاملات کا جائزہ لے کر اپنی سفارشات پیش کرے گی۔ شہریوں نے امید ظاہر کی ہے کہ ان اقدامات سے عوامی مسائل کے حل میں مدد ملے گی اور انتظامیہ اپنی ذمہ داریاں بہتر انداز میں پوری کرے گی۔ bbox=[759, 1193, 997, 1345]
news-item-tag: تبصرہ bbox=[261, 1914, 302, 1939]
news-item-header bbox=[10, 975, 247, 1002]
news-item-number: 54 bbox=[217, 38, 246, 63]
news-item-body: ملک بھر میں مختلف شعبوں سے تعلق رکھنے والے افراد کی جانب سے ان کے حقوق کے تحفظ کے لیے مؤثر اقدامات کا مطالبہ کیا گیا ہے۔ ذرائع کے مطابق حکومت نے اس سلسلے میں ایک خصوصی کمیٹی تشکیل دی ہے جو تمام معاملات کا جائزہ لے کر اپنی سفارشات پیش کرے گی۔ شہریوں نے امید ظاہر کی ہے کہ ان اقدامات سے عوامی مسائل کے حل میں مدد ملے گی اور انتظامیہ اپنی ذمہ داریاں بہتر انداز میں پوری کرے گی۔ bbox=[509, 254, 747, 406]
news-item bbox=[759, 1163, 997, 1345]
news-item-tag: تبصرہ bbox=[760, 788, 802, 813]
news-item-body: ملک بھر میں مختلف شعبوں سے تعلق رکھنے والے افراد کی جانب سے ان کے حقوق کے تحفظ کے لیے مؤثر اقدامات کا مطالبہ کیا گیا ہے۔ ذرائع کے مطابق حکومت نے اس سلسلے میں ایک خصوصی کمیٹی تشکیل دی ہے جو تمام معاملات کا جائزہ لے کر اپنی سفارشات پیش کرے گی۔ شہریوں نے امید ظاہر کی ہے کہ ان اقدامات سے عوامی مسائل کے حل میں مدد ملے گی اور انتظامیہ اپنی ذمہ داریاں بہتر انداز میں پوری کرے گی۔ bbox=[509, 66, 747, 218]
news-item-number: 49 bbox=[467, 1539, 496, 1564]
news-item-title: یا مولا bbox=[1112, 1168, 1155, 1184]
news-item bbox=[260, 37, 497, 218]
news-item-tag: تبصرہ bbox=[760, 38, 802, 63]
promo-strip: انچارج کمپیوٹر سیکشن روزنامہ پیس لاہور bbox=[1264, 226, 1489, 241]
news-item-number: 38 bbox=[717, 1351, 746, 1376]
news-item-header bbox=[1258, 2153, 1495, 2180]
news-item-number: 45 bbox=[467, 788, 496, 813]
news-item-title: کھاریاں bbox=[358, 418, 410, 433]
news-item-tag: تبصرہ bbox=[1010, 601, 1052, 626]
news-item bbox=[10, 975, 247, 1157]
news-item-number: 40 bbox=[717, 1727, 746, 1752]
news-item bbox=[260, 975, 497, 1157]
news-item-tag: تبصرہ bbox=[510, 225, 551, 250]
news-item-body: ملک بھر میں مختلف شعبوں سے تعلق رکھنے والے افراد کی جانب سے ان کے حقوق کے تحفظ کے لیے مؤثر اقدامات کا مطالبہ کیا گیا ہے۔ ذرائع کے مطابق حکومت نے اس سلسلے میں ایک خصوصی کمیٹی تشکیل دی ہے جو تمام معاملات کا جائزہ لے کر اپنی سفارشات پیش کرے گی۔ شہریوں نے امید ظاہر کی ہے کہ ان اقدامات سے عوامی مسائل کے حل میں مدد ملے گی اور انتظامیہ اپنی ذمہ داریاں بہتر انداز میں پوری کرے گی۔ bbox=[10, 1005, 247, 1157]
